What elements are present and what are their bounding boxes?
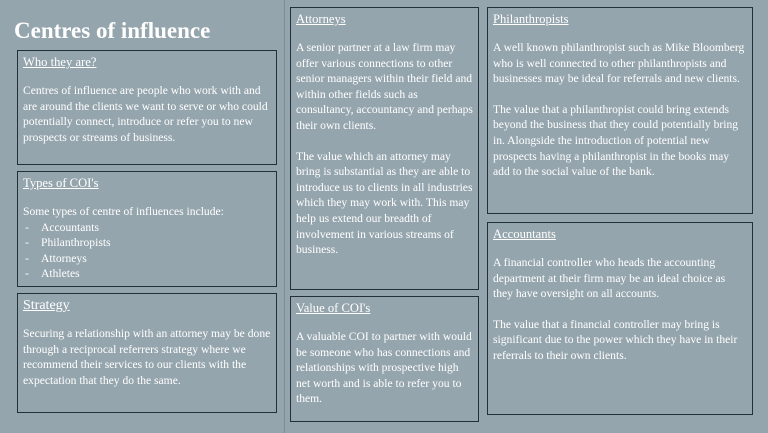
value-of-cois-box	[290, 296, 479, 422]
value-of-cois-text: A valuable COI to partner with would be someone who has connections and relationships with prospective high net worth and is able to refer you to them.	[296, 330, 472, 406]
philanthropists-text-2: The value that a philanthropist could bring extends beyond the business that they could potentially bring in. Alongside the introduction of potential new prospects having a philanthropist in the books may add to the social value of the bank.	[493, 102, 739, 179]
strategy-text: Securing a relationship with an attorney may be done through a reciprocal referrers strategy where we recommend their services to our clients with the expectation that they do the same.	[23, 327, 271, 387]
who-they-are-text: Centres of influence are people who work with and are around the clients we want to serve or who could potentially connect, introduce or refer you to new prospects or streams of business.	[23, 84, 268, 144]
philanthropists-text-1: A well known philanthropist such as Mike Bloomberg who is well connected to other philanthropists and businesses may be ideal for referrals and new clients.	[493, 41, 745, 86]
column-divider	[284, 0, 285, 433]
accountants-text-1: A financial controller who heads the accounting department at their firm may be an ideal choice as they have oversight on all accounts.	[493, 256, 726, 301]
philanthropists-heading: Philanthropists	[493, 12, 569, 26]
philanthropists-box	[487, 7, 753, 214]
attorneys-box	[290, 7, 479, 290]
who-they-are-heading: Who they are?	[23, 55, 97, 69]
list-item: - Philanthropists	[23, 235, 271, 251]
types-of-cois-heading: Types of COI's	[23, 176, 99, 190]
accountants-heading: Accountants	[493, 227, 556, 241]
page-title: Centres of influence	[14, 18, 211, 43]
list-item: - Athletes	[23, 266, 271, 282]
list-item: - Attorneys	[23, 251, 271, 267]
list-item: - Accountants	[23, 220, 271, 236]
attorneys-text-1: A senior partner at a law firm may offer various connections to other senior managers within their field and within other fields such as consultancy, accountancy and perhaps their own clients.	[296, 41, 473, 132]
accountants-text-2: The value that a financial controller may bring is significant due to the power which they have in their referrals to their own clients.	[493, 317, 738, 362]
types-of-cois-box	[17, 171, 277, 287]
value-of-cois-heading: Value of COI's	[296, 301, 371, 315]
who-they-are-box	[17, 50, 277, 165]
types-of-cois-intro: Some types of centre of influences include:	[23, 205, 224, 218]
types-of-cois-list	[23, 220, 271, 282]
strategy-heading: Strategy	[23, 298, 70, 313]
attorneys-text-2: The value which an attorney may bring is substantial as they are able to introduce us to clients in all industries which they may work with. This may help us extend our breadth of involvement in various streams of business.	[296, 149, 473, 257]
attorneys-heading: Attorneys	[296, 12, 346, 26]
accountants-box	[487, 222, 753, 415]
strategy-box	[17, 293, 277, 413]
